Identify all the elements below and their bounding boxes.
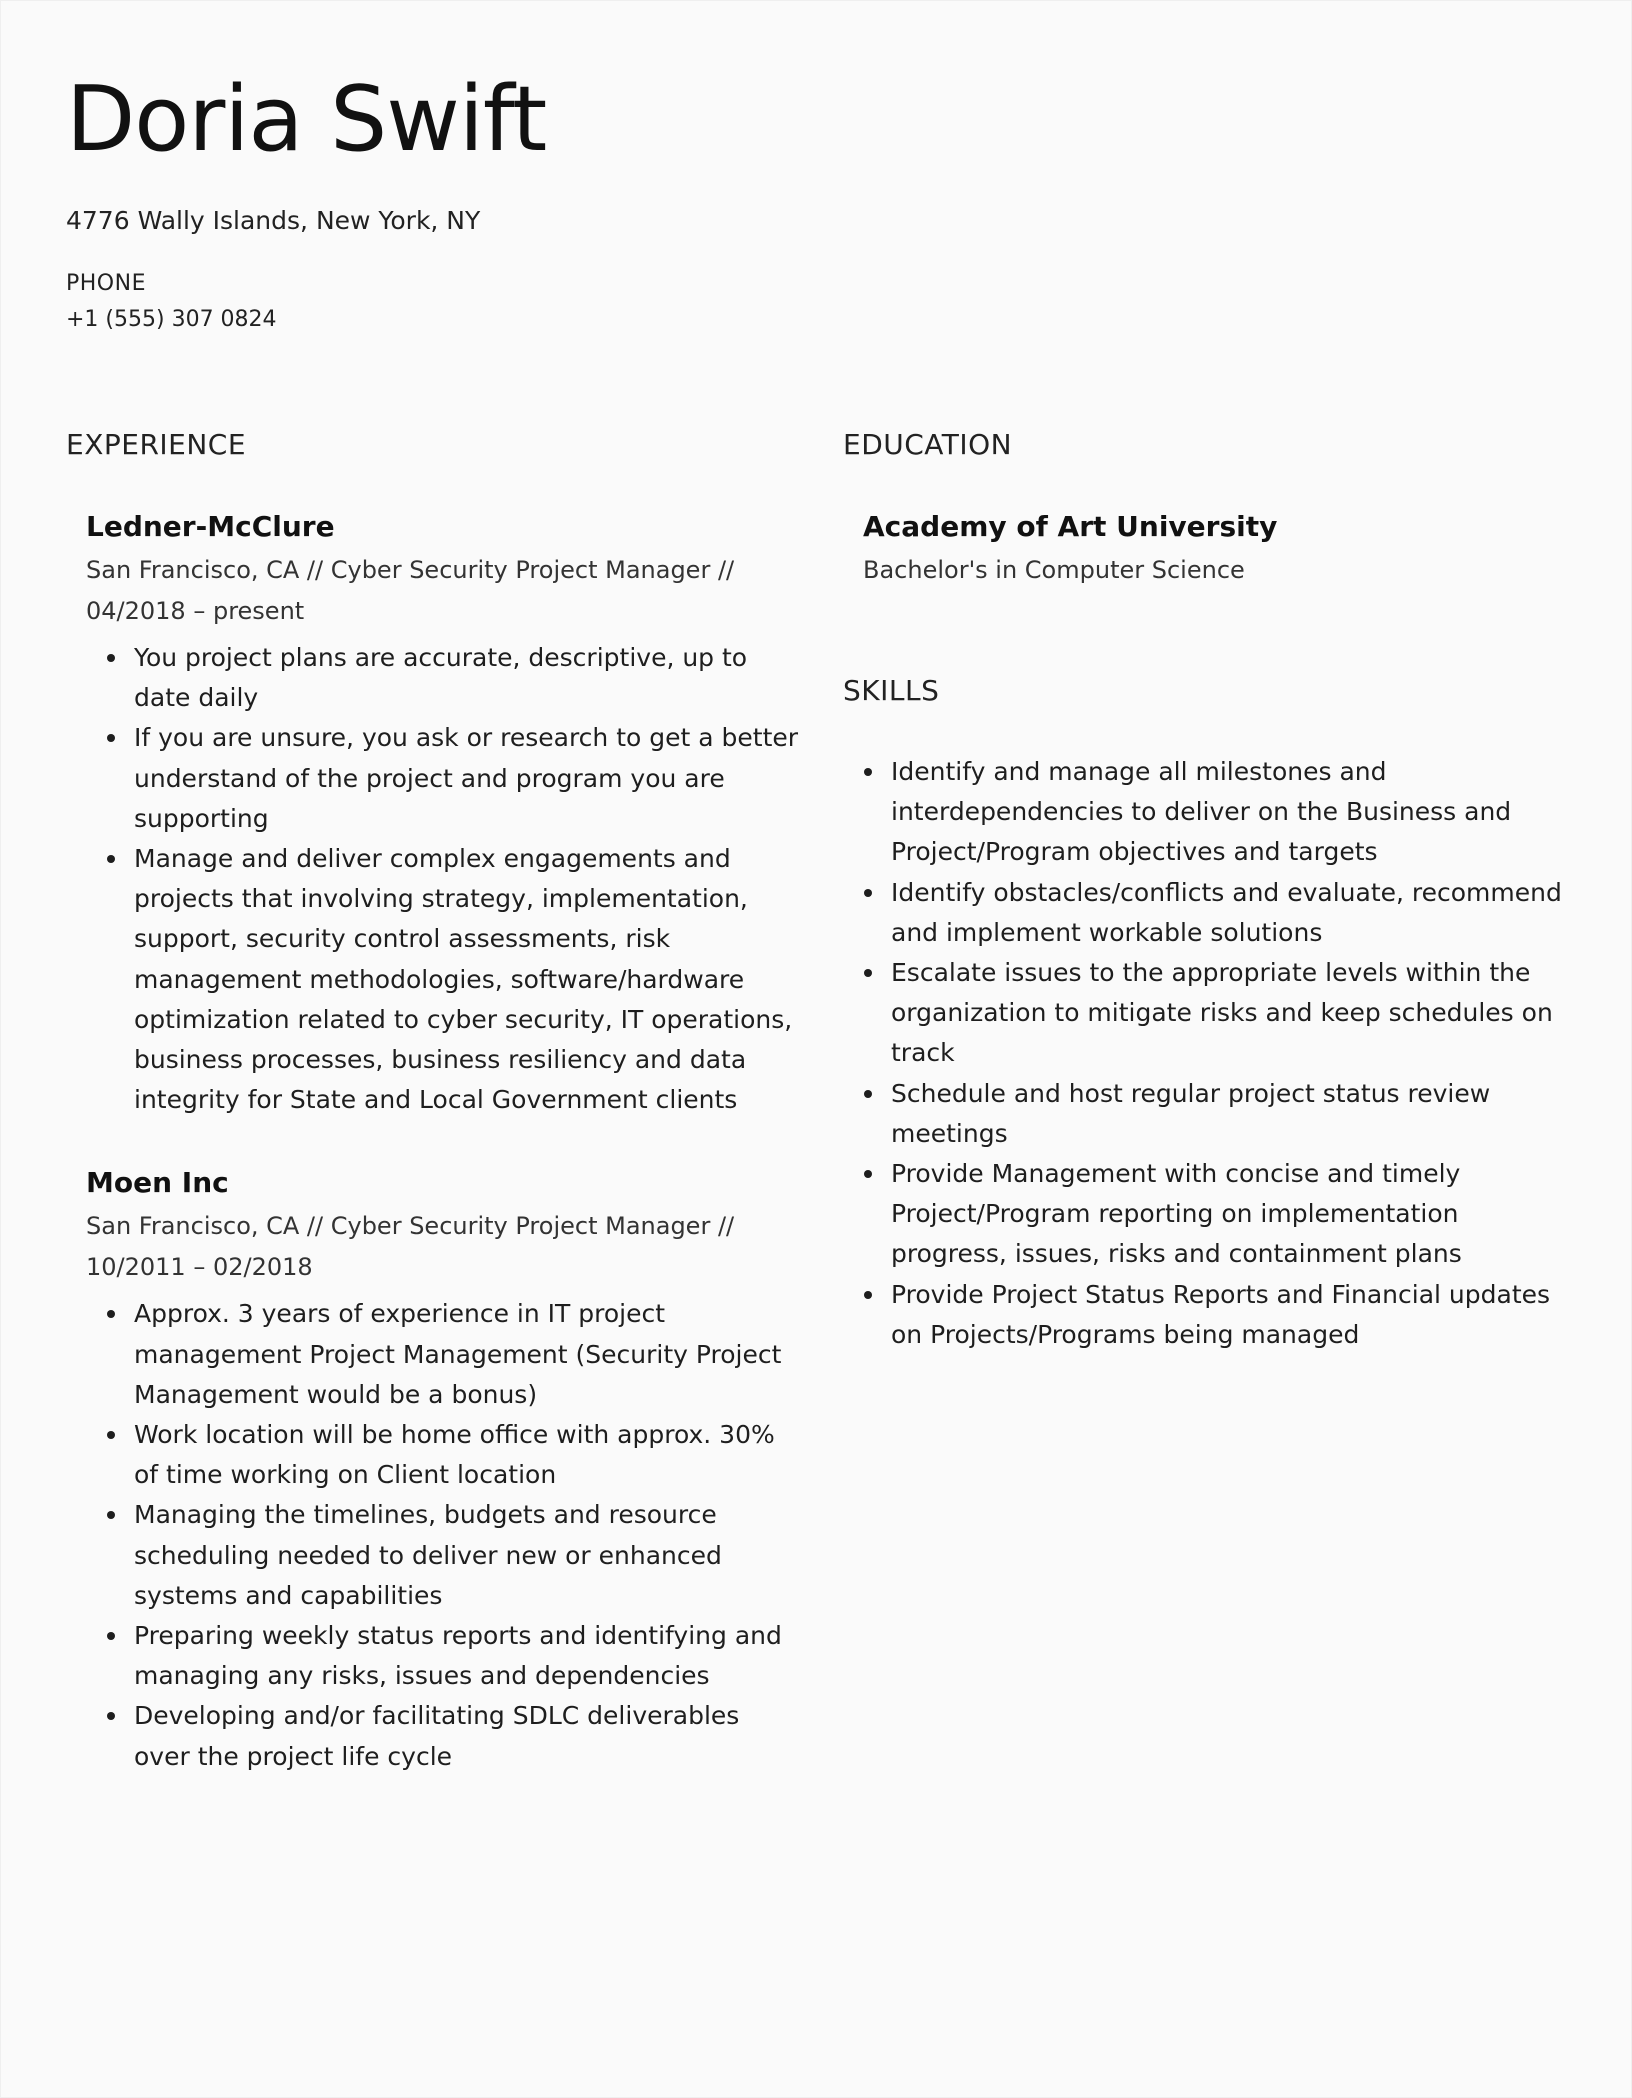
bullet-icon	[107, 734, 115, 742]
job-bullets	[86, 1294, 801, 1776]
list-item: You project plans are accurate, descriptive, up to date daily	[134, 638, 801, 718]
list-item: Provide Project Status Reports and Financial updates on Projects/Programs being managed	[891, 1275, 1578, 1355]
candidate-name: Doria Swift	[66, 67, 547, 172]
list-item: Manage and deliver complex engagements and projects that involving strategy, implementation, support, security control assessments, risk management methodologies, software/hardware optimization related to cyber security, IT operations, business processes, business resiliency and data integrity for State and Local Government clients	[134, 839, 801, 1120]
job-company: Moen Inc	[86, 1166, 229, 1200]
list-item: Identify and manage all milestones and interdependencies to deliver on the Business and Project/Program objectives and targets	[891, 752, 1578, 873]
job-meta: San Francisco, CA // Cyber Security Project Manager // 10/2011 – 02/2018	[86, 1212, 735, 1282]
experience-heading: EXPERIENCE	[66, 428, 247, 461]
list-item: Managing the timelines, budgets and resource scheduling needed to deliver new or enhanced systems and capabilities	[134, 1495, 801, 1616]
list-item: Preparing weekly status reports and identifying and managing any risks, issues and dependencies	[134, 1616, 801, 1696]
bullet-icon	[864, 1170, 872, 1178]
experience-section	[66, 426, 801, 1777]
list-item: Escalate issues to the appropriate levels within the organization to mitigate risks and keep schedules on track	[891, 953, 1578, 1074]
list-item: Work location will be home office with approx. 30% of time working on Client location	[134, 1415, 801, 1495]
list-item: Developing and/or facilitating SDLC deliverables over the project life cycle	[134, 1696, 801, 1776]
bullet-icon	[107, 1310, 115, 1318]
job-bullets	[86, 638, 801, 1120]
phone-number: +1 (555) 307 0824	[66, 307, 277, 332]
list-item: If you are unsure, you ask or research to get a better understand of the project and program you are supporting	[134, 718, 801, 839]
list-item: Schedule and host regular project status review meetings	[891, 1074, 1578, 1154]
skills-heading: SKILLS	[843, 674, 940, 707]
bullet-icon	[107, 1431, 115, 1439]
job-entry	[86, 1164, 801, 1776]
bullet-icon	[864, 969, 872, 977]
skills-list	[843, 752, 1578, 1355]
bullet-icon	[107, 1712, 115, 1720]
bullet-icon	[864, 768, 872, 776]
education-heading: EDUCATION	[843, 428, 1013, 461]
list-item: Provide Management with concise and timely Project/Program reporting on implementation progress, issues, risks and containment plans	[891, 1154, 1578, 1275]
bullet-icon	[107, 855, 115, 863]
bullet-icon	[864, 889, 872, 897]
school-name: Academy of Art University	[863, 510, 1278, 543]
job-company: Ledner-McClure	[86, 510, 335, 543]
right-column	[843, 426, 1578, 1355]
list-item: Approx. 3 years of experience in IT project management Project Management (Security Project Management would be a bonus)	[134, 1294, 801, 1415]
address: 4776 Wally Islands, New York, NY	[66, 206, 481, 235]
education-entry	[863, 508, 1578, 591]
bullet-icon	[864, 1291, 872, 1299]
bullet-icon	[107, 654, 115, 662]
bullet-icon	[864, 1090, 872, 1098]
phone-label: PHONE	[66, 271, 146, 296]
degree: Bachelor's in Computer Science	[863, 556, 1245, 584]
job-entry	[86, 508, 801, 1120]
bullet-icon	[107, 1511, 115, 1519]
job-meta: San Francisco, CA // Cyber Security Project Manager // 04/2018 – present	[86, 556, 735, 625]
list-item: Identify obstacles/conflicts and evaluate, recommend and implement workable solutions	[891, 873, 1578, 953]
bullet-icon	[107, 1632, 115, 1640]
